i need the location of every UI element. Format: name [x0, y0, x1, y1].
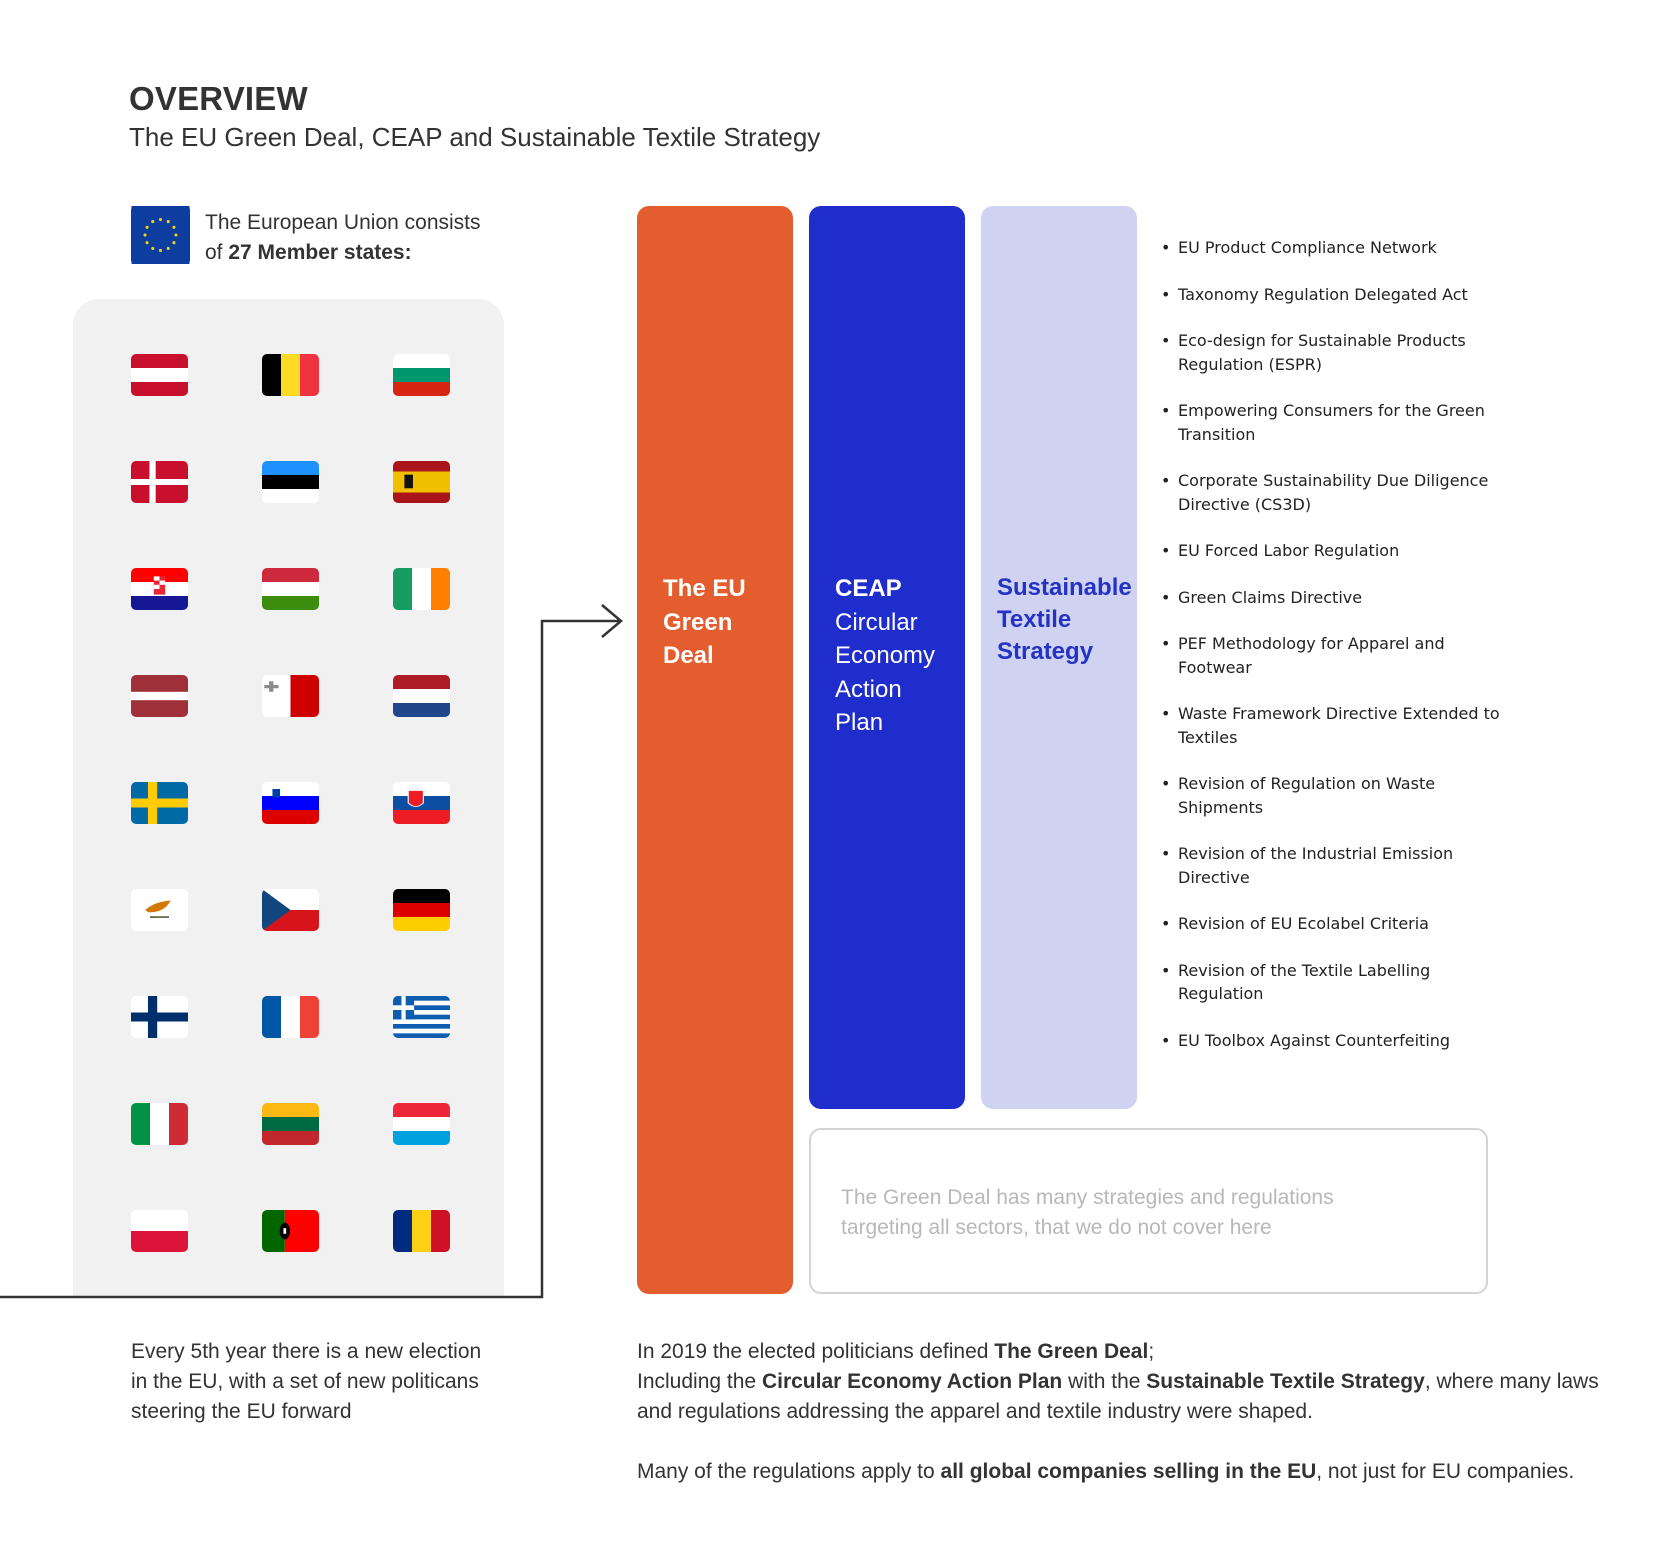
flag-slovenia-icon	[262, 782, 319, 824]
eu-flag-icon	[131, 206, 190, 264]
other-strategies-note	[809, 1128, 1488, 1294]
green-deal-label: The EU Green Deal	[663, 575, 746, 669]
list-item: • Revision of Regulation on Waste Shipments	[1161, 772, 1501, 819]
member-states-panel	[73, 299, 504, 1297]
list-item: • Revision of EU Ecolabel Criteria	[1161, 912, 1501, 936]
flag-spain-icon	[393, 461, 450, 503]
list-item: • Revision of the Textile Labelling Regulation	[1161, 959, 1501, 1006]
ceap-column	[809, 206, 965, 1109]
list-item: • EU Toolbox Against Counterfeiting	[1161, 1029, 1501, 1053]
flag-estonia-icon	[262, 461, 319, 503]
regulations-list	[1161, 236, 1501, 1075]
flag-croatia-icon	[131, 568, 188, 610]
list-item: • Empowering Consumers for the Green Transition	[1161, 399, 1501, 446]
flag-luxembourg-icon	[393, 1103, 450, 1145]
green-deal-caption	[637, 1337, 1637, 1487]
flag-latvia-icon	[131, 675, 188, 717]
flag-finland-icon	[131, 996, 188, 1038]
flag-germany-icon	[393, 889, 450, 931]
flag-lithuania-icon	[262, 1103, 319, 1145]
caption-paragraph-2: Many of the regulations apply to all global companies selling in the EU, not just for EU companies.	[637, 1460, 1575, 1483]
list-item: • Waste Framework Directive Extended to Textiles	[1161, 702, 1501, 749]
list-item: • Eco-design for Sustainable Products Regulation (ESPR)	[1161, 329, 1501, 376]
flag-sweden-icon	[131, 782, 188, 824]
list-item: • Taxonomy Regulation Delegated Act	[1161, 283, 1501, 307]
textile-strategy-label: Sustainable Textile Strategy	[997, 574, 1132, 665]
note-text: The Green Deal has many strategies and regulations targeting all sectors, that we do not cover here	[841, 1186, 1334, 1239]
ceap-heading: CEAP	[835, 575, 902, 602]
list-item: • Green Claims Directive	[1161, 586, 1501, 610]
flag-portugal-icon	[262, 1210, 319, 1252]
flag-slovakia-icon	[393, 782, 450, 824]
flag-malta-icon	[262, 675, 319, 717]
list-item: • Corporate Sustainability Due Diligence Directive (CS3D)	[1161, 469, 1501, 516]
green-deal-column	[637, 206, 793, 1294]
eu-intro-prefix: of	[205, 241, 229, 264]
flag-czechia-icon	[262, 889, 319, 931]
flag-italy-icon	[131, 1103, 188, 1145]
flag-denmark-icon	[131, 461, 188, 503]
caption-paragraph-1: In 2019 the elected politicians defined The Green Deal; Including the Circular Economy Action Plan with the Sustainable Textile Strategy, where many laws and regulations addressing the apparel and textile industry were shaped.	[637, 1340, 1599, 1423]
list-item: • Revision of the Industrial Emission Directive	[1161, 842, 1501, 889]
list-item: • EU Forced Labor Regulation	[1161, 539, 1501, 563]
flag-netherlands-icon	[393, 675, 450, 717]
flag-hungary-icon	[262, 568, 319, 610]
textile-strategy-column	[981, 206, 1137, 1109]
flag-greece-icon	[393, 996, 450, 1038]
flag-bulgaria-icon	[393, 354, 450, 396]
page-subtitle: The EU Green Deal, CEAP and Sustainable Textile Strategy	[129, 122, 821, 152]
flag-belgium-icon	[262, 354, 319, 396]
flag-austria-icon	[131, 354, 188, 396]
flag-poland-icon	[131, 1210, 188, 1252]
eu-intro-line1: The European Union consists	[205, 211, 481, 234]
flag-cyprus-icon	[131, 889, 188, 931]
list-item: • EU Product Compliance Network	[1161, 236, 1501, 260]
flag-ireland-icon	[393, 568, 450, 610]
eu-member-count: 27 Member states:	[228, 241, 412, 264]
eu-intro-text	[205, 208, 481, 268]
list-item: • PEF Methodology for Apparel and Footwear	[1161, 632, 1501, 679]
ceap-label: CEAP Circular Economy Action Plan	[835, 572, 935, 740]
flag-romania-icon	[393, 1210, 450, 1252]
flag-france-icon	[262, 996, 319, 1038]
page-title: OVERVIEW	[129, 80, 308, 117]
election-caption: Every 5th year there is a new election in the EU, with a set of new politicans steering the EU forward	[131, 1340, 482, 1423]
